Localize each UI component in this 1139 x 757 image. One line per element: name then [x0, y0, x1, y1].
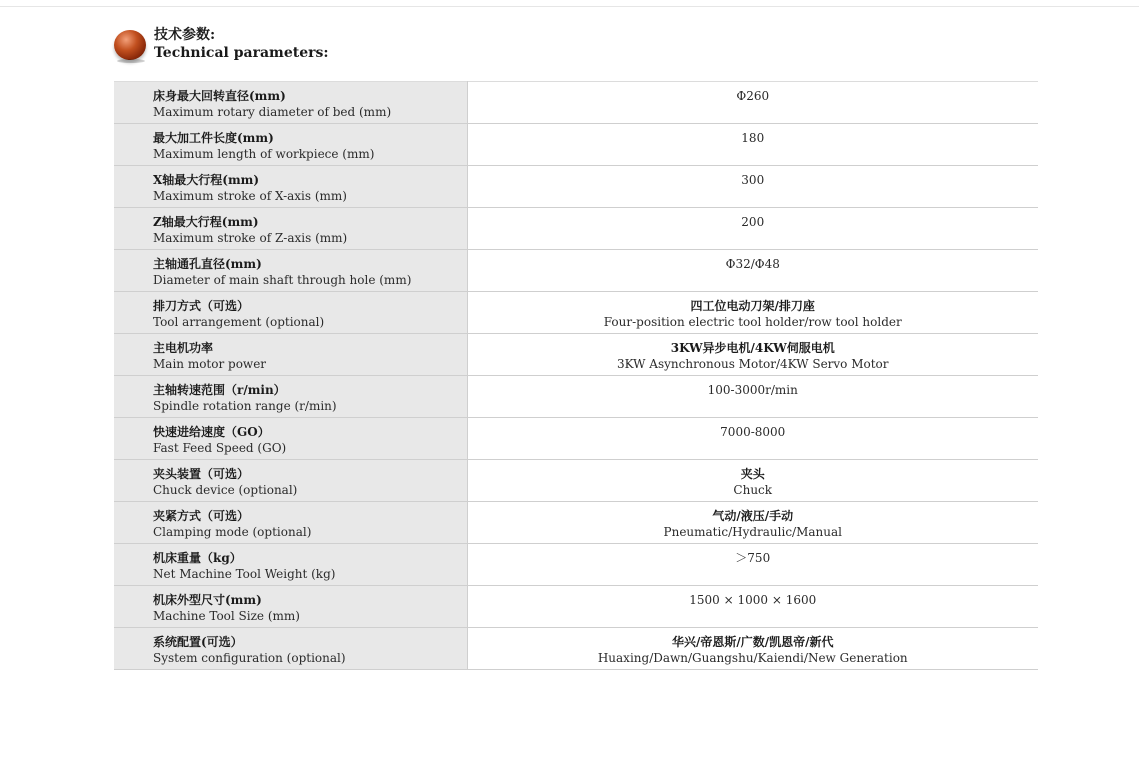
- table-row: [114, 628, 1038, 670]
- parameter-label-cell: [114, 208, 467, 250]
- parameter-label-en: Tool arrangement (optional): [153, 315, 325, 329]
- table-row: [114, 376, 1038, 418]
- parameter-value-main: 100-3000r/min: [707, 383, 798, 397]
- technical-parameters-table: [114, 81, 1038, 670]
- parameter-label-cell: [114, 124, 467, 166]
- parameter-value-cell: [467, 628, 1038, 670]
- parameter-label: [114, 502, 467, 540]
- parameter-value-main: Φ260: [736, 89, 770, 103]
- table-row: [114, 460, 1038, 502]
- parameter-label-en: Chuck device (optional): [153, 483, 298, 497]
- parameter-label-en: Maximum stroke of X-axis (mm): [153, 189, 347, 203]
- parameter-label-cn: 夹紧方式（可选）: [153, 509, 250, 523]
- parameter-label-cell: [114, 250, 467, 292]
- parameter-value-en: Pneumatic/Hydraulic/Manual: [663, 525, 842, 539]
- section-title-cn: 技术参数:: [154, 27, 216, 43]
- parameter-value-main: 300: [741, 173, 765, 187]
- table-row: [114, 334, 1038, 376]
- parameter-label-en: Machine Tool Size (mm): [153, 609, 300, 623]
- parameter-label-cn: 夹头装置（可选）: [153, 467, 250, 481]
- parameter-value-cell: [467, 82, 1038, 124]
- parameter-label: [114, 460, 467, 498]
- parameter-value-cell: [467, 124, 1038, 166]
- parameter-label: [114, 292, 467, 330]
- parameter-value-main: 7000-8000: [720, 425, 786, 439]
- parameter-value-cell: [467, 376, 1038, 418]
- parameter-label: [114, 250, 467, 288]
- parameter-label-en: Diameter of main shaft through hole (mm): [153, 273, 412, 287]
- parameter-label-en: System configuration (optional): [153, 651, 346, 665]
- parameter-label-cn: X轴最大行程(mm): [153, 173, 260, 187]
- parameter-value-main: 气动/液压/手动: [712, 509, 794, 523]
- table-row: [114, 82, 1038, 124]
- table-row: [114, 292, 1038, 334]
- parameter-label-cn: 最大加工件长度(mm): [153, 131, 274, 145]
- parameter-label: [114, 628, 467, 666]
- parameter-label-cell: [114, 544, 467, 586]
- parameter-value-main: 夹头: [740, 467, 765, 481]
- parameter-label-en: Maximum stroke of Z-axis (mm): [153, 231, 348, 245]
- parameter-value-main: 四工位电动刀架/排刀座: [690, 299, 815, 313]
- table-row: [114, 166, 1038, 208]
- parameter-label: [114, 82, 467, 120]
- parameter-label-cell: [114, 418, 467, 460]
- table-body: [114, 82, 1038, 670]
- parameter-value: [468, 208, 1039, 230]
- parameter-label-cell: [114, 82, 467, 124]
- parameter-value: [468, 82, 1039, 104]
- parameter-label: [114, 586, 467, 624]
- parameter-value-main: 华兴/帝恩斯/广数/凯恩帝/新代: [671, 635, 834, 649]
- parameter-label-cell: [114, 292, 467, 334]
- parameter-value: [468, 544, 1039, 566]
- table-row: [114, 208, 1038, 250]
- table-row: [114, 124, 1038, 166]
- parameter-value-cell: [467, 208, 1038, 250]
- table-row: [114, 544, 1038, 586]
- parameter-value: [468, 628, 1039, 666]
- parameter-value: [468, 418, 1039, 440]
- parameter-label-en: Net Machine Tool Weight (kg): [153, 567, 336, 581]
- parameter-label: [114, 166, 467, 204]
- parameter-value: [468, 586, 1039, 608]
- top-divider: [0, 6, 1139, 7]
- parameter-label-cell: [114, 334, 467, 376]
- parameter-label-en: Clamping mode (optional): [153, 525, 312, 539]
- parameter-value: [468, 376, 1039, 398]
- parameter-label-en: Maximum length of workpiece (mm): [153, 147, 375, 161]
- parameter-label-cn: Z轴最大行程(mm): [153, 215, 259, 229]
- orange-sphere-icon: [114, 30, 146, 60]
- table-row: [114, 586, 1038, 628]
- parameter-value: [468, 334, 1039, 372]
- parameter-value-cell: [467, 292, 1038, 334]
- parameter-value-main: 1500 × 1000 × 1600: [689, 593, 817, 607]
- parameter-label-cell: [114, 376, 467, 418]
- parameter-label-cn: 主电机功率: [153, 341, 214, 355]
- sphere-shadow: [117, 59, 145, 63]
- parameter-value-main: 3KW异步电机/4KW伺服电机: [670, 341, 835, 355]
- parameter-label-cell: [114, 460, 467, 502]
- parameter-label-cn: 系统配置(可选）: [153, 635, 243, 649]
- parameter-value-cell: [467, 460, 1038, 502]
- parameter-value-main: 200: [741, 215, 765, 229]
- parameter-value-en: Chuck: [733, 483, 773, 497]
- parameter-value-en: Four-position electric tool holder/row tool holder: [603, 315, 902, 329]
- table-row: [114, 250, 1038, 292]
- parameter-label-en: Main motor power: [153, 357, 267, 371]
- parameter-label-cn: 床身最大回转直径(mm): [153, 89, 286, 103]
- parameter-label-cell: [114, 586, 467, 628]
- parameter-value: [468, 502, 1039, 540]
- parameter-value: [468, 292, 1039, 330]
- parameter-label-cell: [114, 628, 467, 670]
- parameter-label-en: Maximum rotary diameter of bed (mm): [153, 105, 392, 119]
- parameter-label-cn: 主轴通孔直径(mm): [153, 257, 262, 271]
- parameter-value-en: 3KW Asynchronous Motor/4KW Servo Motor: [616, 357, 889, 371]
- parameter-value-cell: [467, 250, 1038, 292]
- parameter-label-cn: 排刀方式（可选）: [153, 299, 250, 313]
- parameter-value: [468, 250, 1039, 272]
- parameter-label-cn: 快速进给速度（GO）: [153, 425, 270, 439]
- parameter-value-main: 180: [741, 131, 765, 145]
- section-title: [154, 26, 329, 62]
- section-title-en: Technical parameters:: [154, 45, 329, 61]
- parameter-label: [114, 334, 467, 372]
- table-row: [114, 418, 1038, 460]
- parameter-value-cell: [467, 334, 1038, 376]
- parameter-label-en: Fast Feed Speed (GO): [153, 441, 287, 455]
- parameter-value: [468, 124, 1039, 146]
- table-row: [114, 502, 1038, 544]
- parameter-label: [114, 418, 467, 456]
- parameter-value: [468, 166, 1039, 188]
- parameter-label-cn: 机床重量（kg）: [153, 551, 242, 565]
- parameter-label: [114, 544, 467, 582]
- parameter-label-cell: [114, 502, 467, 544]
- parameter-label-cn: 机床外型尺寸(mm): [153, 593, 262, 607]
- parameter-value: [468, 460, 1039, 498]
- parameter-value-cell: [467, 544, 1038, 586]
- parameter-value-cell: [467, 502, 1038, 544]
- parameter-label: [114, 124, 467, 162]
- parameter-value-cell: [467, 166, 1038, 208]
- parameter-value-main: ＞750: [735, 551, 771, 565]
- parameter-value-main: Φ32/Φ48: [725, 257, 780, 271]
- parameter-label: [114, 208, 467, 246]
- parameter-value-en: Huaxing/Dawn/Guangshu/Kaiendi/New Generation: [597, 651, 908, 665]
- parameter-label: [114, 376, 467, 414]
- parameter-label-cn: 主轴转速范围（r/min）: [153, 383, 286, 397]
- parameter-value-cell: [467, 418, 1038, 460]
- parameter-label-en: Spindle rotation range (r/min): [153, 399, 337, 413]
- parameter-label-cell: [114, 166, 467, 208]
- parameter-value-cell: [467, 586, 1038, 628]
